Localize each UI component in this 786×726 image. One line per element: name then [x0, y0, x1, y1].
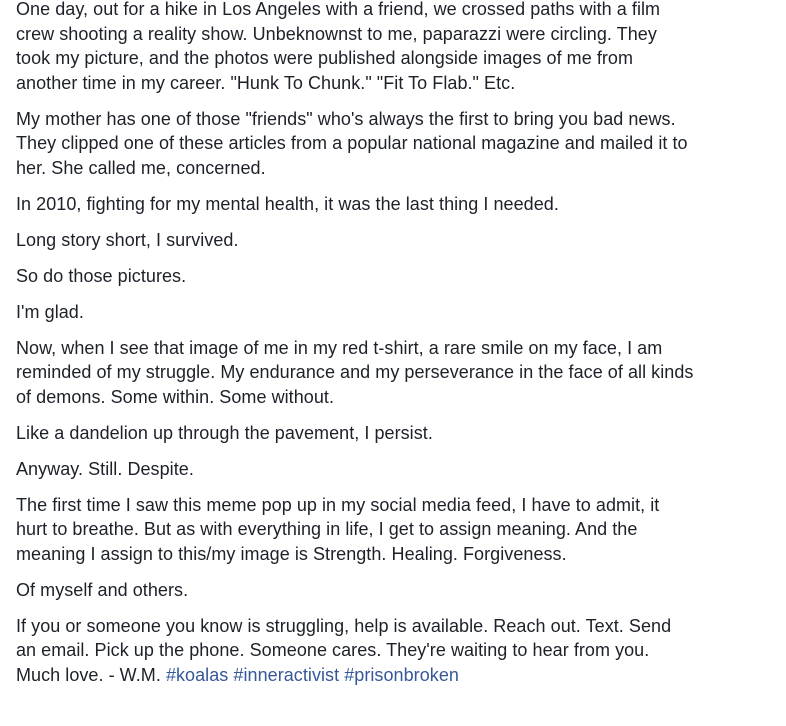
paragraph-anyway: Anyway. Still. Despite.: [16, 458, 194, 479]
hashtag-link-prisonbroken[interactable]: #prisonbroken: [344, 664, 459, 685]
paragraph-help: [16, 614, 776, 688]
hashtag-link-inneractivist[interactable]: #inneractivist: [233, 664, 340, 685]
paragraph-meme: The first time I saw this meme pop up in my social media feed, I have to admit, it hurt to breathe. But as with everything in life, I get to assign meaning. And the meaning I assign to this/my image is Strength. Healing. Forgiveness.: [16, 494, 660, 564]
paragraph-myself: Of myself and others.: [16, 579, 189, 600]
paragraph-glad: I'm glad.: [16, 301, 84, 322]
paragraph-pictures: So do those pictures.: [16, 265, 187, 286]
help-text: If you or someone you know is struggling, help is available. Reach out. Text. Send an email. Pick up the phone. Someone cares. They're waiting to hear from you. Much love. - W.M.: [16, 615, 672, 685]
hashtag-link-koalas[interactable]: #koalas: [165, 664, 229, 685]
paragraph-2010: In 2010, fighting for my mental health, it was the last thing I needed.: [16, 193, 559, 214]
paragraph-hike: One day, out for a hike in Los Angeles with a friend, we crossed paths with a film crew shooting a reality show. Unbeknownst to me, paparazzi were circling. They took my picture, and the photos were published alongside images of me from another time in my career. "Hunk To Chunk." "Fit To Flab." Etc.: [16, 0, 661, 93]
paragraph-mother: My mother has one of those "friends" who's always the first to bring you bad news. They clipped one of these articles from a popular national magazine and mailed it to her. She called me, concerned.: [16, 108, 688, 178]
paragraph-survived: Long story short, I survived.: [16, 229, 239, 250]
paragraph-dandelion: Like a dandelion up through the pavement, I persist.: [16, 422, 433, 443]
paragraph-red-tshirt: Now, when I see that image of me in my red t-shirt, a rare smile on my face, I am reminded of my struggle. My endurance and my perseverance in the face of all kinds of demons. Some within. Some without.: [16, 337, 694, 407]
